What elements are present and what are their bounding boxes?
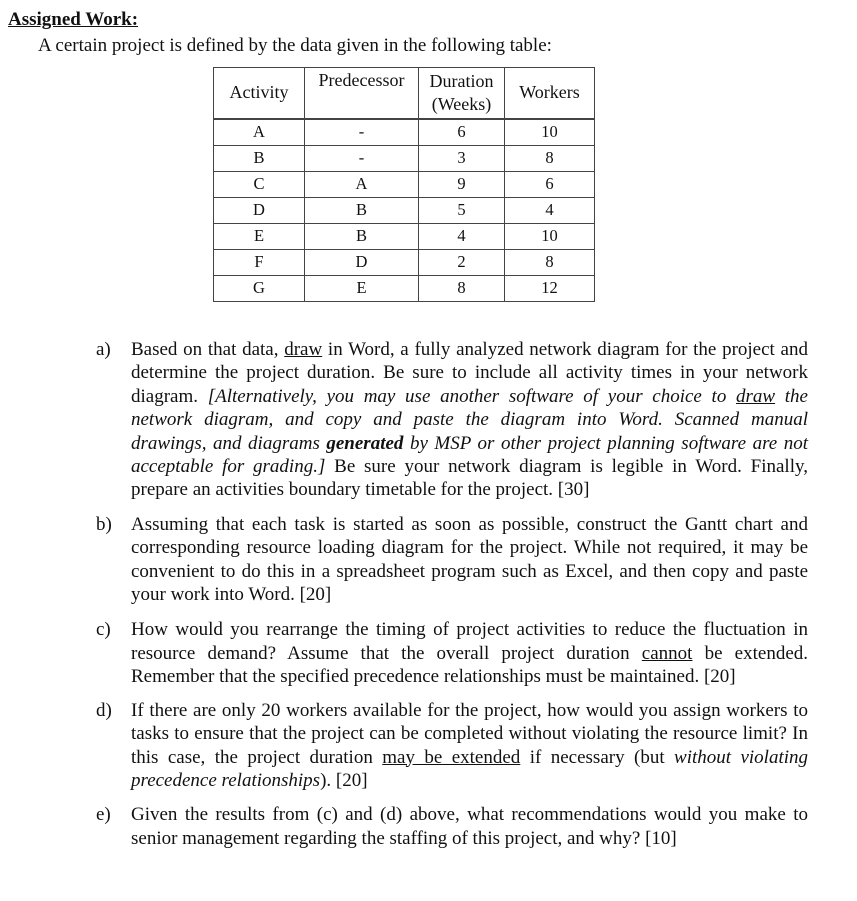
assignment-heading: Assigned Work: xyxy=(8,9,139,30)
cell-predecessor: B xyxy=(305,223,419,249)
header-duration-line1: Duration xyxy=(429,70,494,91)
question-c-label: c) xyxy=(96,619,111,641)
question-e xyxy=(96,803,808,850)
cell-predecessor: A xyxy=(305,171,419,197)
cell-activity: F xyxy=(214,249,305,275)
header-workers: Workers xyxy=(505,68,595,119)
cell-workers: 4 xyxy=(505,197,595,223)
question-d-text: If there are only 20 workers available for the project, how would you assign workers to tasks to ensure that the project can be completed without violating the resource limit? In this case, the project duration may be extended if necessary (but without violating precedence relationships). [20] xyxy=(131,699,809,791)
table-row xyxy=(214,249,595,275)
question-d-label: d) xyxy=(96,699,112,721)
table-row xyxy=(214,223,595,249)
intro-text: A certain project is defined by the data given in the following table: xyxy=(38,35,552,56)
cell-duration: 2 xyxy=(419,249,505,275)
cell-activity: A xyxy=(214,119,305,146)
cell-workers: 8 xyxy=(505,145,595,171)
cell-activity: C xyxy=(214,171,305,197)
question-list xyxy=(96,338,808,850)
header-duration xyxy=(419,68,505,119)
cell-duration: 4 xyxy=(419,223,505,249)
question-d xyxy=(96,699,808,793)
question-e-label: e) xyxy=(96,804,111,826)
question-c-text: How would you rearrange the timing of project activities to reduce the fluctuation in resource demand? Assume that the overall project duration cannot be extended. Remember that the specified precedence relationships must be maintained. [20] xyxy=(131,619,809,688)
cell-workers: 10 xyxy=(505,119,595,146)
question-e-text: Given the results from (c) and (d) above, what recommendations would you make to senior management regarding the staffing of this project, and why? [10] xyxy=(131,804,808,849)
question-a-label: a) xyxy=(96,339,111,360)
cell-duration: 9 xyxy=(419,171,505,197)
table-row xyxy=(214,275,595,301)
cell-workers: 8 xyxy=(505,249,595,275)
cell-predecessor: E xyxy=(305,275,419,301)
question-a xyxy=(96,338,808,502)
cell-predecessor: D xyxy=(305,249,419,275)
cell-activity: D xyxy=(214,197,305,223)
cell-activity: G xyxy=(214,275,305,301)
cell-duration: 3 xyxy=(419,145,505,171)
table-row xyxy=(214,119,595,146)
table-row xyxy=(214,145,595,171)
cell-duration: 5 xyxy=(419,197,505,223)
cell-workers: 10 xyxy=(505,223,595,249)
table-header-row xyxy=(214,68,595,119)
project-data-table xyxy=(213,67,595,302)
question-a-text: Based on that data, draw in Word, a fully analyzed network diagram for the project and determine the project duration. Be sure to include all activity times in your network diagram. [Alternatively, you may use another software of your choice to draw the network diagram, and copy and paste the diagram into Word. Scanned manual drawings, and diagrams generated by MSP or other project planning software are not acceptable for grading.] Be sure your network diagram is legible in Word. Finally, prepare an activities boundary timetable for the project. [30] xyxy=(131,339,809,501)
question-c xyxy=(96,618,808,688)
cell-duration: 8 xyxy=(419,275,505,301)
cell-activity: B xyxy=(214,145,305,171)
question-b xyxy=(96,513,808,607)
cell-workers: 6 xyxy=(505,171,595,197)
cell-activity: E xyxy=(214,223,305,249)
cell-duration: 6 xyxy=(419,119,505,146)
header-predecessor: Predecessor xyxy=(305,68,419,119)
question-b-label: b) xyxy=(96,513,112,535)
table-row xyxy=(214,171,595,197)
cell-predecessor: - xyxy=(305,145,419,171)
cell-workers: 12 xyxy=(505,275,595,301)
header-duration-line2: (Weeks) xyxy=(431,93,492,114)
table-row xyxy=(214,197,595,223)
question-b-text: Assuming that each task is started as soon as possible, construct the Gantt chart and corresponding resource loading diagram for the project. While not required, it may be convenient to do this in a spreadsheet program such as Excel, and then copy and paste your work into Word. [20] xyxy=(131,513,808,606)
cell-predecessor: - xyxy=(305,119,419,146)
cell-predecessor: B xyxy=(305,197,419,223)
header-activity: Activity xyxy=(214,68,305,119)
